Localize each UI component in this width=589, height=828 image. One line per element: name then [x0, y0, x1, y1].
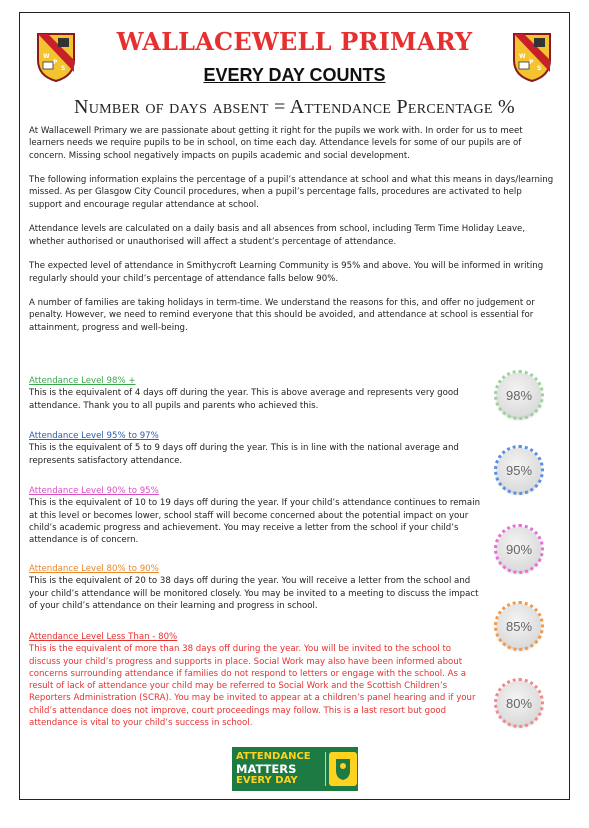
- intro-paragraph: A number of families are taking holidays in term-time. We understand the reasons for this, and offer no judgement or penalty. However, we need to remind everyone that this should be avoided, and attendance at school is essential for attainment, progress and well-being.: [29, 298, 535, 333]
- badge-label: 95%: [505, 462, 533, 478]
- badge-95: [497, 448, 541, 492]
- crest-w-letter: W: [519, 53, 526, 60]
- badge-98: [497, 373, 541, 417]
- logo-line-1: ATTENDANCE: [236, 751, 311, 762]
- council-seal-icon: [329, 752, 357, 786]
- level-heading: Attendance Level 80% to 90%: [29, 564, 159, 574]
- badge-label: 85%: [505, 618, 533, 634]
- badge-label: 98%: [505, 387, 533, 403]
- intro-paragraph: At Wallacewell Primary we are passionate about getting it right for the pupils we work with. In order for us to meet learners needs we require pupils to be in school, on time each day. Attendance levels for some of our pupils are of concern. Missing school negatively impacts on pupils academic and social development.: [29, 126, 523, 161]
- level-heading: Attendance Level 95% to 97%: [29, 431, 159, 441]
- badge-90: [497, 527, 541, 571]
- level-description: This is the equivalent of more than 38 days off during the year. You will be invited to the school to discuss your child’s progress and supports in place. Social Work may also have been informed about concerns surrounding attendance if families do not respond to letters or engage with the school. As a result of lack of attendance your child may be referred to Social Work and the Scottish Children’s Reporters Administration (SCRA). You may be invited to appear at a children’s panel hearing and if your child’s attendance does not improve, court proceedings may follow. This is a last resort but good attendance is vital to your child’s success in school.: [29, 644, 476, 729]
- level-heading: Attendance Level 90% to 95%: [29, 486, 159, 496]
- crest-s-letter: S: [537, 65, 542, 72]
- crest-p-letter: P: [53, 59, 58, 66]
- attendance-level-80-90: [29, 563, 484, 612]
- intro-text: [29, 125, 557, 346]
- level-description: This is the equivalent of 4 days off during the year. This is above average and represents very good attendance. Thank you to all pupils and parents who achieved this.: [29, 388, 459, 411]
- crest-p-letter: P: [529, 59, 534, 66]
- intro-paragraph: Attendance levels are calculated on a daily basis and all absences from school, including Term Time Holiday Leave, whether authorised or unauthorised will affect a student’s percentage of attendance.: [29, 224, 526, 247]
- attendance-level-90-95: [29, 485, 484, 546]
- intro-paragraph: The expected level of attendance in Smithycroft Learning Community is 95% and above. You will be informed in writing regularly should your child’s percentage of attendance falls below 90%.: [29, 261, 544, 284]
- attendance-matters-logo: [232, 747, 358, 791]
- badge-label: 90%: [505, 541, 533, 557]
- attendance-level-98: [29, 375, 484, 412]
- school-name: WALLACEWELL PRIMARY: [116, 27, 473, 56]
- level-heading: Attendance Level Less Than - 80%: [29, 632, 178, 642]
- logo-divider: [325, 752, 326, 786]
- logo-line-2: MATTERS: [236, 762, 297, 776]
- crest-w-letter: W: [43, 53, 50, 60]
- badge-85: [497, 604, 541, 648]
- level-description: This is the equivalent of 10 to 19 days off during the year. If your child’s attendance continues to remain at this level or becomes lower, school staff will become concerned about the potential impact on your child’s academic progress and achievement. You may receive a letter from the school if your child’s attendance is of concern.: [29, 498, 481, 546]
- badge-label: 80%: [505, 695, 533, 711]
- badge-80: [497, 681, 541, 725]
- crest-s-letter: S: [61, 65, 66, 72]
- intro-paragraph: The following information explains the percentage of a pupil’s attendance at school and what this means in days/learning missed. As per Glasgow City Council procedures, when a pupil’s percentage falls, procedures are activated to help support and encourage regular attendance at school.: [29, 175, 554, 210]
- level-heading: Attendance Level 98% +: [29, 376, 136, 386]
- logo-line-3: EVERY DAY: [236, 775, 298, 786]
- level-description: This is the equivalent of 20 to 38 days off during the year. You will receive a letter from the school and your child’s attendance will be monitored closely. You may be invited to a meeting to discuss the impact of your child’s attendance on their learning and progress in school.: [29, 576, 479, 611]
- page-subtitle: Number of days absent = Attendance Percentage %: [74, 96, 515, 118]
- attendance-level-below-80: [29, 631, 484, 729]
- tagline: EVERY DAY COUNTS: [203, 65, 386, 85]
- attendance-level-95-97: [29, 430, 484, 467]
- level-description: This is the equivalent of 5 to 9 days off during the year. This is in line with the national average and represents satisfactory attendance.: [29, 443, 459, 466]
